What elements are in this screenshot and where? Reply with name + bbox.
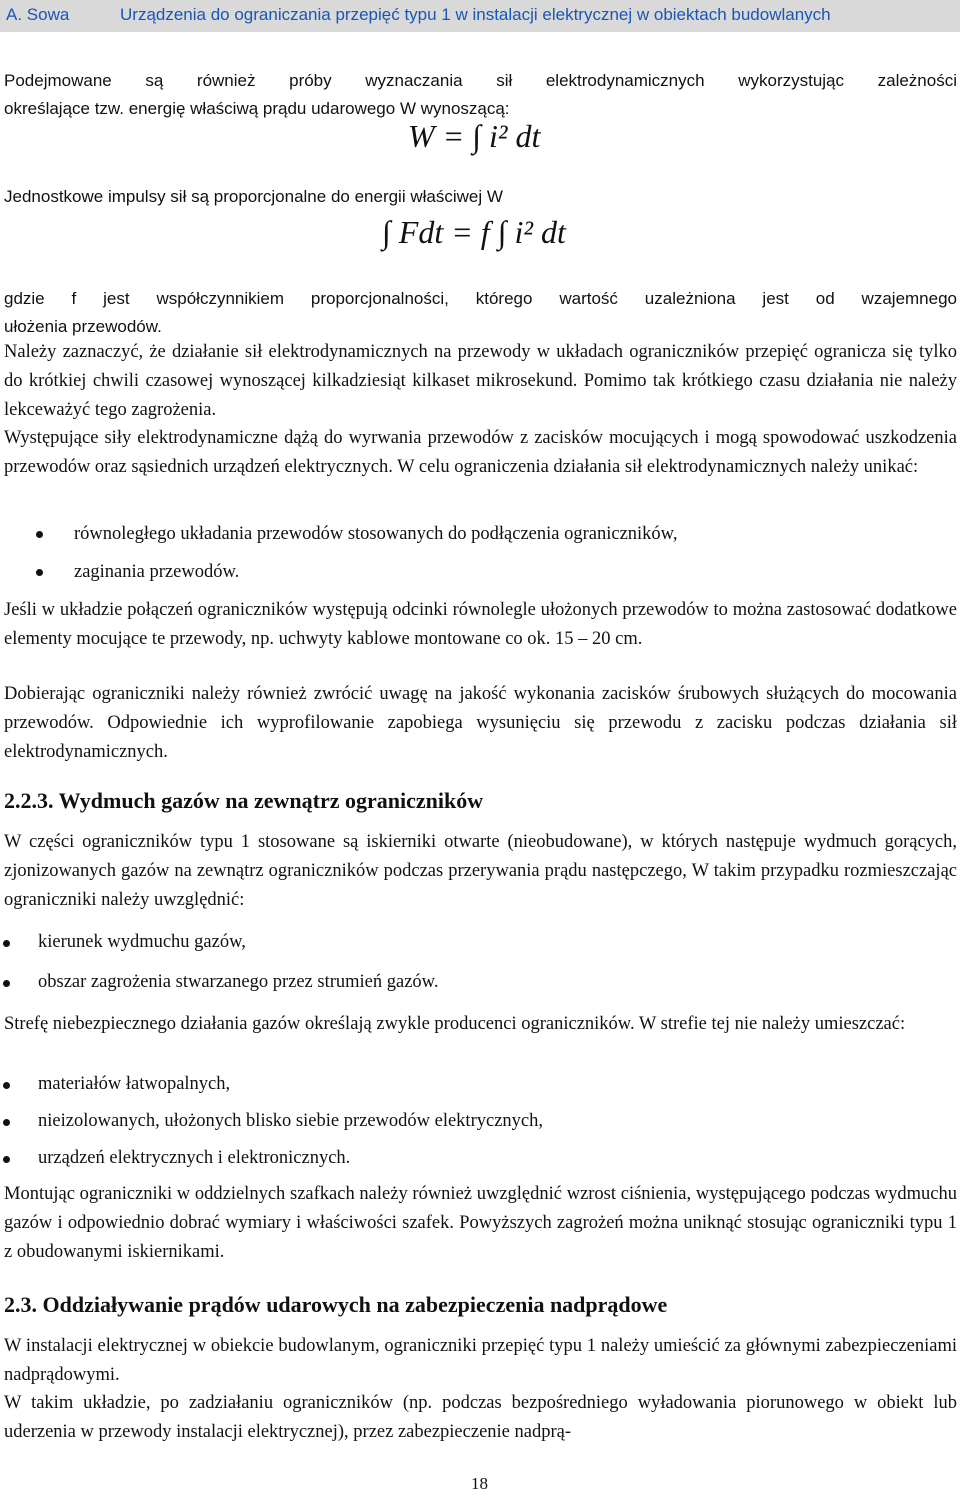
- formula-force-text: ∫ Fdt = f ∫ i² dt: [382, 214, 566, 250]
- list-item: zaginania przewodów.: [74, 562, 240, 582]
- bullet-dot: [3, 980, 10, 987]
- intro-line-2: określające tzw. energię właściwą prądu udarowego W wynoszącą:: [4, 99, 510, 118]
- paragraph-duration: Należy zaznaczyć, że działanie sił elektrodynamicznych na przewody w układach ograniczników przepięć ogranicza się tylko do krótkiej chwili czasowej wynoszącej kilkadziesiąt kilkaset mikrosekund. Pomimo tak krótkiego czasu działania nie należy lekceważyć tego zagrożenia.: [4, 342, 957, 420]
- bullet-dot: [3, 1119, 10, 1126]
- intro-line-4: gdzie f jest współczynnikiem proporcjonalności, którego wartość uzależniona jest od wzajemnego: [4, 289, 957, 308]
- section-heading-2-2-3: 2.2.3. Wydmuch gazów na zewnątrz ograniczników: [4, 788, 484, 813]
- header-author: A. Sowa: [6, 5, 70, 24]
- paragraph-gas-vent: W części ograniczników typu 1 stosowane są iskierniki otwarte (nieobudowane), w których następuje wydmuch gorących, zjonizowanych gazów na zewnątrz ograniczników podczas przerywania prądu następczego, W takim przypadku rozmieszczając ograniczniki należy uwzględnić:: [4, 832, 957, 910]
- list-item: materiałów łatwopalnych,: [38, 1074, 231, 1094]
- paragraph-forces: Występujące siły elektrodynamiczne dążą do wyrwania przewodów z zacisków mocujących i mogą spowodować uszkodzenia przewodów oraz sąsiednich urządzeń elektrycznych. W celu ograniczenia działania sił elektrodynamicznych należy unikać:: [4, 428, 957, 477]
- page-number: 18: [471, 1474, 488, 1493]
- intro-line-3: Jednostkowe impulsy sił są proporcjonalne do energii właściwej W: [4, 187, 503, 206]
- bullet-dot: [3, 1082, 10, 1089]
- running-header: [0, 0, 960, 32]
- formula-energy-text: W = ∫ i² dt: [408, 118, 541, 154]
- list-item: obszar zagrożenia stwarzanego przez strumień gazów.: [38, 972, 439, 992]
- list-item: kierunek wydmuchu gazów,: [38, 932, 246, 952]
- section-heading-2-3: 2.3. Oddziaływanie prądów udarowych na zabezpieczenia nadprądowe: [4, 1292, 668, 1317]
- formula-force: [382, 214, 566, 251]
- formula-energy: [408, 118, 540, 155]
- paragraph-arrangement: W takim układzie, po zadziałaniu ograniczników (np. podczas bezpośredniego wyładowania piorunowego w obiekt lub uderzenia w przewody instalacji elektrycznej), przez zabezpieczenie nadprą-: [4, 1393, 957, 1442]
- bullet-dot: [3, 1156, 10, 1163]
- intro-line-5: ułożenia przewodów.: [4, 317, 162, 336]
- list-item: równoległego układania przewodów stosowanych do podłączenia ograniczników,: [74, 524, 678, 544]
- paragraph-installation: W instalacji elektrycznej w obiekcie budowlanym, ograniczniki przepięć typu 1 należy umieścić za głównymi zabezpieczeniami nadprądowymi.: [4, 1336, 957, 1385]
- bullet-dot: [36, 531, 43, 538]
- header-title: Urządzenia do ograniczania przepięć typu 1 w instalacji elektrycznej w obiektach budowlanych: [120, 5, 831, 24]
- list-item: nieizolowanych, ułożonych blisko siebie przewodów elektrycznych,: [38, 1111, 543, 1131]
- bullet-dot: [3, 940, 10, 947]
- paragraph-terminals: Dobierając ograniczniki należy również zwrócić uwagę na jakość wykonania zacisków śrubowych służących do mocowania przewodów. Odpowiednie ich wyprofilowanie zapobiega wysunięciu się przewodu z zacisku podczas działania sił elektrodynamicznych.: [4, 684, 957, 762]
- list-item: urządzeń elektrycznych i elektronicznych.: [38, 1148, 351, 1168]
- paragraph-danger-zone: Strefę niebezpiecznego działania gazów określają zwykle producenci ograniczników. W strefie tej nie należy umieszczać:: [4, 1014, 906, 1034]
- intro-line-1: Podejmowane są również próby wyznaczania sił elektrodynamicznych wykorzystując zależności: [4, 71, 957, 90]
- bullet-dot: [36, 569, 43, 576]
- paragraph-parallel: Jeśli w układzie połączeń ograniczników występują odcinki równolegle ułożonych przewodów to można zastosować dodatkowe elementy mocujące te przewody, np. uchwyty kablowe montowane co ok. 15 – 20 cm.: [4, 600, 957, 649]
- paragraph-cabinets: Montując ograniczniki w oddzielnych szafkach należy również uwzględnić wzrost ciśnienia, występującego podczas wydmuchu gazów i odpowiednio dobrać wymiary i właściwości szafek. Powyższych zagrożeń można uniknąć stosując ograniczniki typu 1 z obudowanymi iskiernikami.: [4, 1184, 957, 1262]
